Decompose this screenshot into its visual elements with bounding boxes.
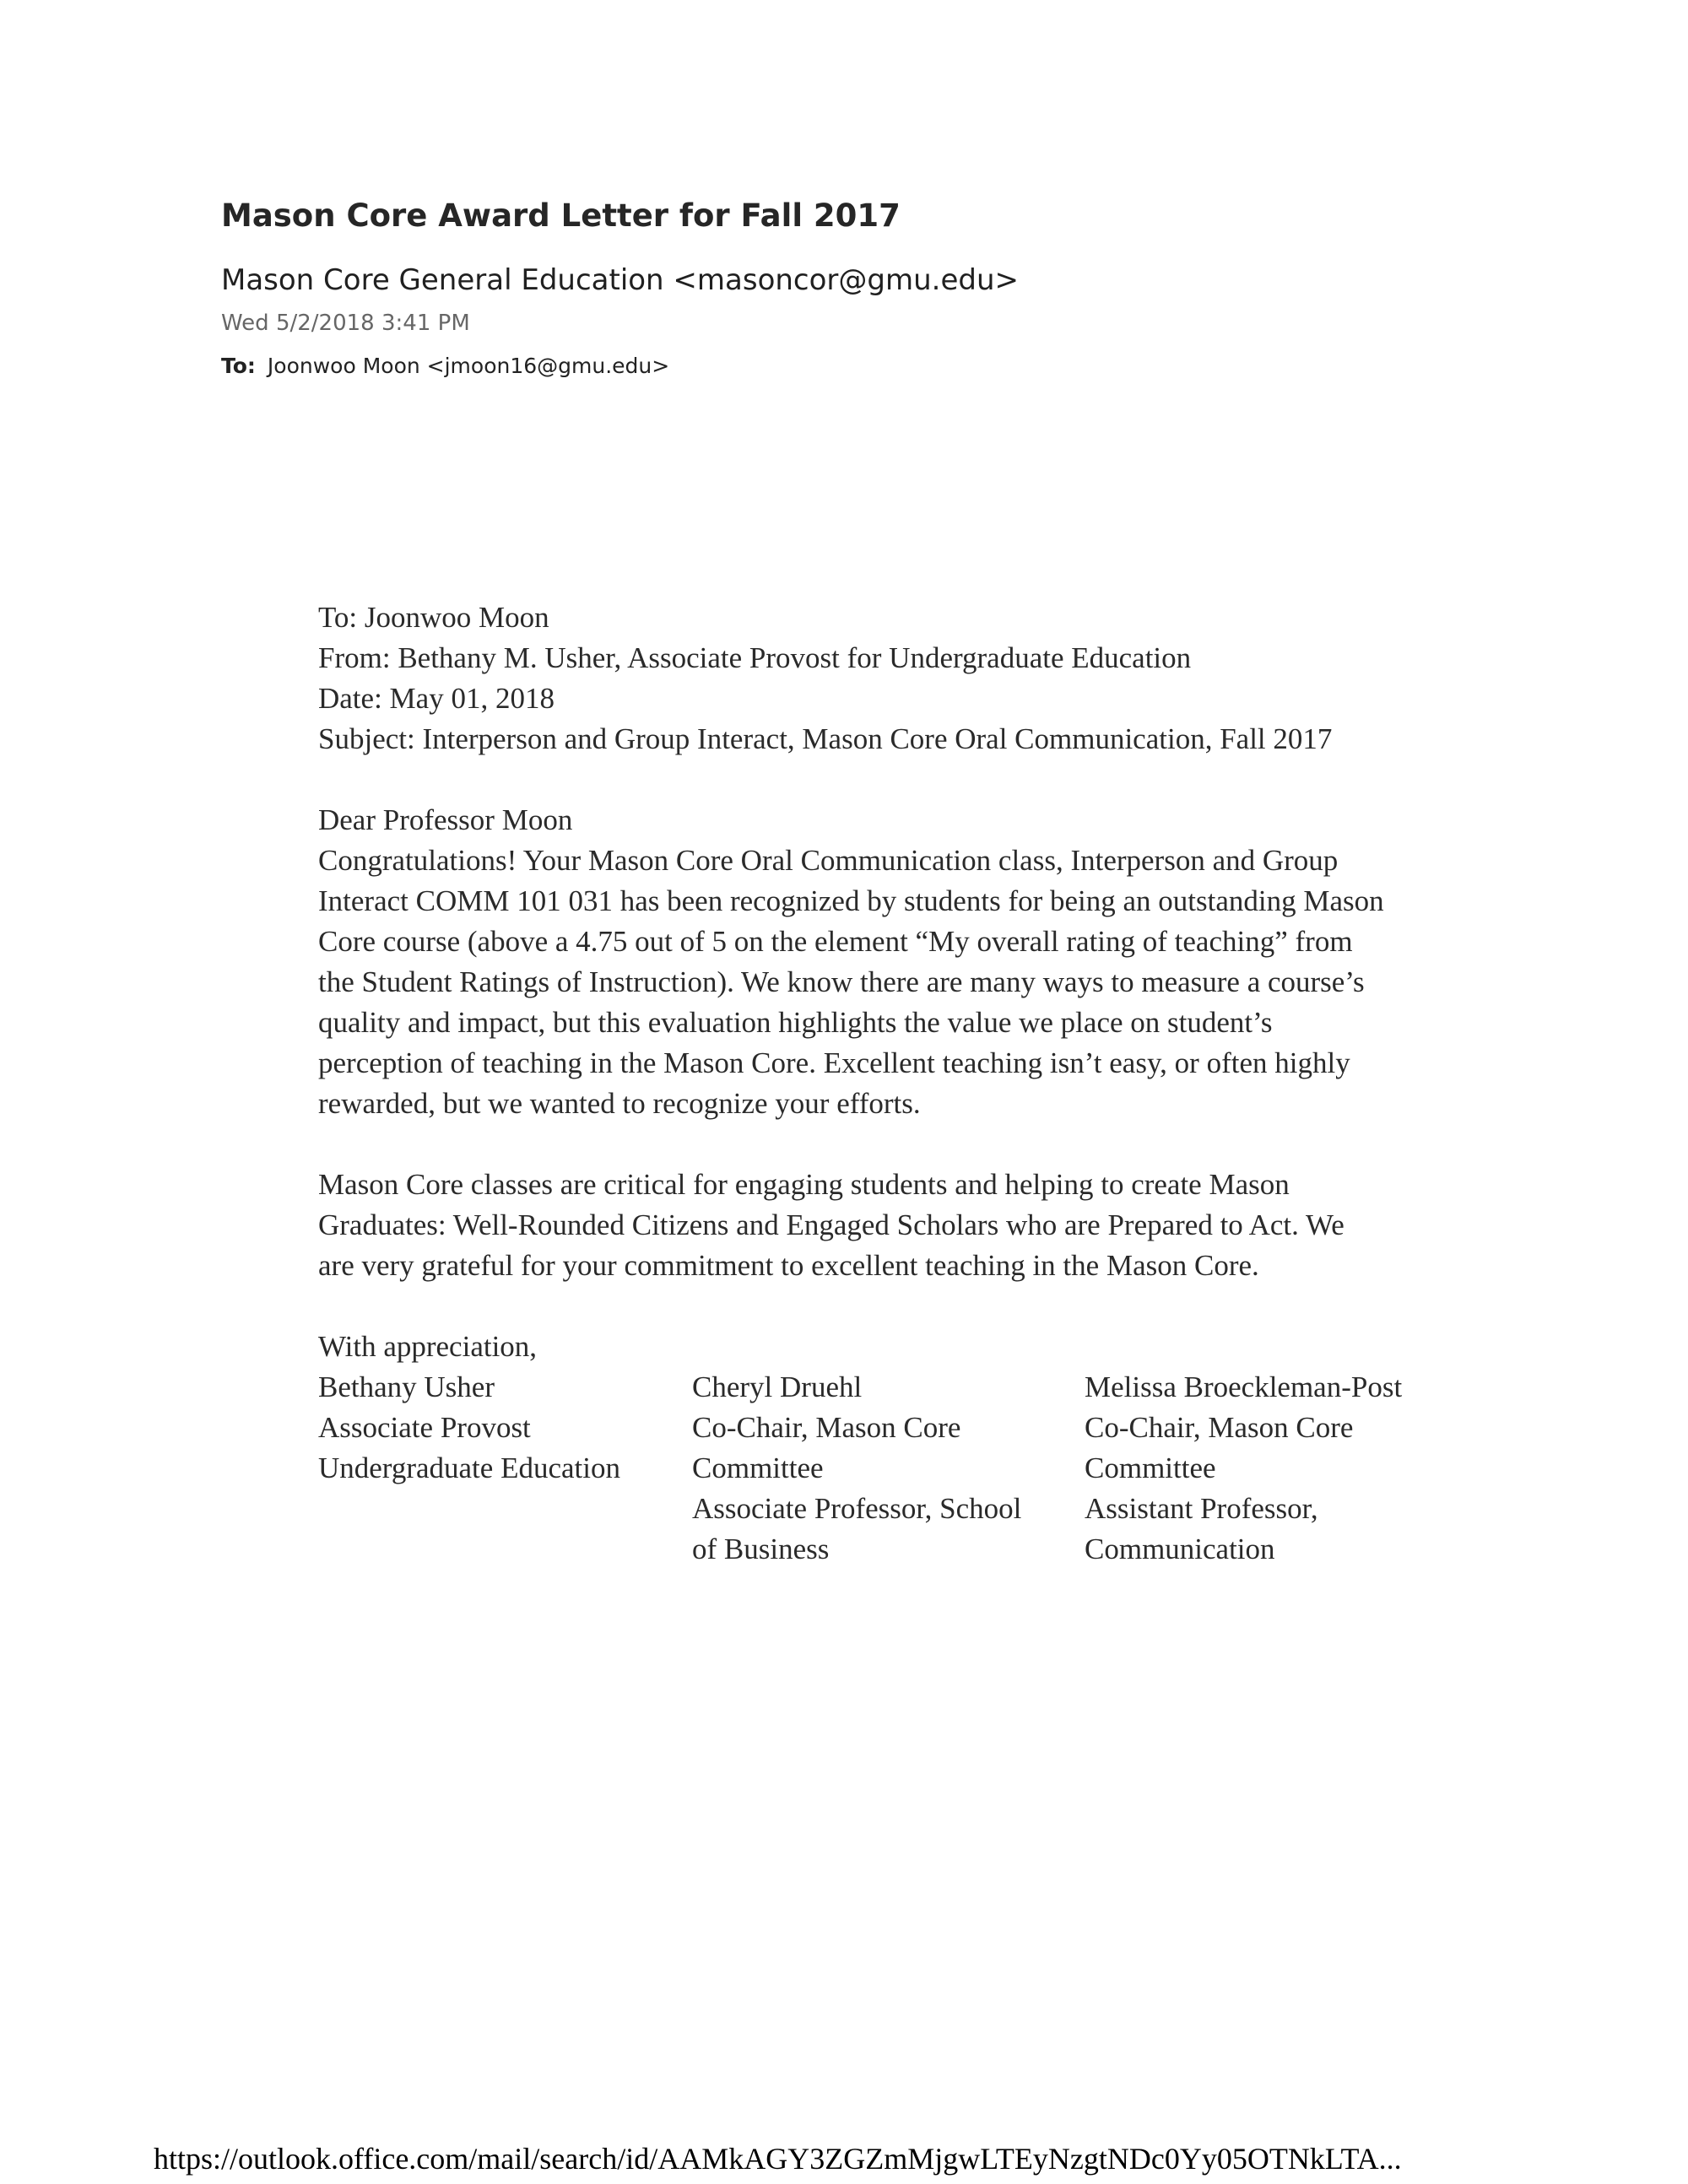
paragraph-line: Congratulations! Your Mason Core Oral Communication class, Interperson and Group <box>318 844 1339 877</box>
signature-title: Communication <box>1085 1533 1275 1565</box>
signature-name: Melissa Broeckleman-Post <box>1085 1370 1403 1403</box>
signature-druehl <box>692 1367 1021 1570</box>
signature-title: Associate Professor, School <box>692 1492 1022 1525</box>
paragraph-congratulations <box>318 841 1517 1124</box>
paragraph-line: quality and impact, but this evaluation highlights the value we place on student’s <box>318 1006 1273 1039</box>
paragraph-line: Mason Core classes are critical for engaging students and helping to create Mason <box>318 1168 1290 1201</box>
paragraph-mason-core <box>318 1165 1517 1286</box>
memo-from: From: Bethany M. Usher, Associate Provost for Undergraduate Education <box>318 641 1192 674</box>
signature-name: Bethany Usher <box>318 1370 495 1403</box>
to-label: To: <box>221 354 256 378</box>
signature-title: Associate Provost <box>318 1411 531 1444</box>
paragraph-line: Graduates: Well-Rounded Citizens and Engaged Scholars who are Prepared to Act. We <box>318 1208 1344 1241</box>
signature-block <box>318 1367 1517 1570</box>
email-recipients <box>221 351 1487 381</box>
memo-to: To: Joonwoo Moon <box>318 601 549 634</box>
paragraph-line: are very grateful for your commitment to excellent teaching in the Mason Core. <box>318 1249 1259 1282</box>
signature-usher <box>318 1367 620 1489</box>
signature-broeckleman-post <box>1085 1367 1402 1570</box>
email-subject: Mason Core Award Letter for Fall 2017 <box>221 197 901 234</box>
footer-url[interactable]: https://outlook.office.com/mail/search/id/AAMkAGY3ZGZmMjgwLTEyNzgtNDc0Yy05OTNkLTA... <box>154 2142 1402 2176</box>
paragraph-line: Interact COMM 101 031 has been recognized by students for being an outstanding Mason <box>318 884 1384 917</box>
letter-body <box>318 597 1517 1570</box>
memo-date: Date: May 01, 2018 <box>318 682 555 715</box>
signature-title: Committee <box>692 1451 824 1484</box>
signature-title: Co-Chair, Mason Core <box>1085 1411 1354 1444</box>
signature-title: Undergraduate Education <box>318 1451 620 1484</box>
closing: With appreciation, <box>318 1330 538 1363</box>
paragraph-line: rewarded, but we wanted to recognize your efforts. <box>318 1087 921 1120</box>
signature-title: Assistant Professor, <box>1085 1492 1318 1525</box>
signature-title: of Business <box>692 1533 830 1565</box>
email-date: Wed 5/2/2018 3:41 PM <box>221 311 470 336</box>
memo-subject: Subject: Interperson and Group Interact, Mason Core Oral Communication, Fall 2017 <box>318 722 1333 755</box>
paragraph-line: perception of teaching in the Mason Core. Excellent teaching isn’t easy, or often highly <box>318 1046 1350 1079</box>
salutation: Dear Professor Moon <box>318 803 573 836</box>
signature-title: Committee <box>1085 1451 1216 1484</box>
signature-name: Cheryl Druehl <box>692 1370 863 1403</box>
memo-header <box>318 597 1517 760</box>
email-sender[interactable]: Mason Core General Education <masoncor@gmu.edu> <box>221 263 1019 297</box>
paragraph-line: the Student Ratings of Instruction). We know there are many ways to measure a course’s <box>318 965 1365 998</box>
email-header <box>221 192 1487 381</box>
to-recipient[interactable]: Joonwoo Moon <jmoon16@gmu.edu> <box>267 354 670 378</box>
paragraph-line: Core course (above a 4.75 out of 5 on the element “My overall rating of teaching” from <box>318 925 1353 958</box>
signature-title: Co-Chair, Mason Core <box>692 1411 961 1444</box>
